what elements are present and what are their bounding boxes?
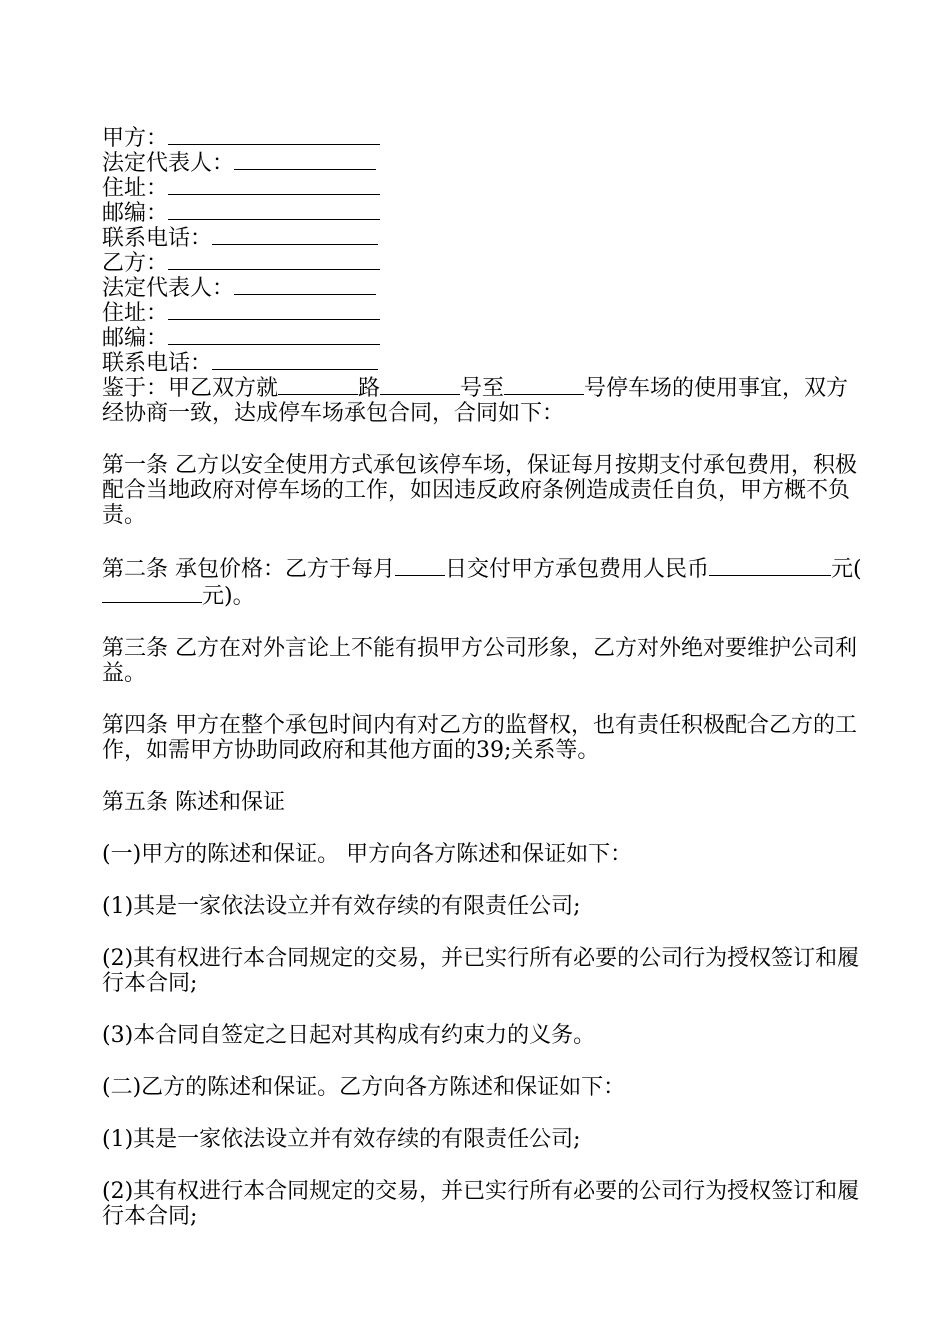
address-a-line xyxy=(102,174,862,199)
payment-day-blank xyxy=(395,555,445,576)
article-1: 第一条 乙方以安全使用方式承包该停车场，保证每月按期支付承包费用，积极配合当地政府对停车场的工作，如因违反政府条例造成责任自负，甲方概不负责。 xyxy=(102,453,857,528)
address-a-blank xyxy=(168,174,380,195)
preamble-text-1: 鉴于：甲乙双方就 xyxy=(102,376,279,401)
article-5-section-2-item-2: (2)其有权进行本合同规定的交易，并已实行所有必要的公司行为授权签订和履行本合同; xyxy=(102,1179,860,1229)
preamble-text-4: 号停车场的使用事宜，双方经协商一致，达成停车场承包合同，合同如下： xyxy=(102,376,849,426)
amount-blank-2 xyxy=(809,555,831,576)
article-5-section-1-item-3: (3)本合同自签定之日起对其构成有约束力的义务。 xyxy=(102,1023,596,1048)
article-2 xyxy=(102,555,862,609)
number-from-blank xyxy=(380,374,460,395)
legal-rep-a-label: 法定代表人： xyxy=(102,151,235,176)
postcode-a-line xyxy=(102,199,862,224)
article-2-text-3: 元( xyxy=(831,557,862,582)
phone-b-line xyxy=(102,349,862,374)
legal-rep-b-line xyxy=(102,274,862,299)
legal-rep-b-blank xyxy=(234,274,376,295)
legal-rep-b-label: 法定代表人： xyxy=(102,276,235,301)
article-4: 第四条 甲方在整个承包时间内有对乙方的监督权，也有责任积极配合乙方的工作，如需甲方协助同政府和其他方面的39;关系等。 xyxy=(102,713,857,763)
party-b-line xyxy=(102,249,862,274)
phone-a-label: 联系电话： xyxy=(102,226,213,251)
address-b-line xyxy=(102,299,862,324)
phone-a-blank xyxy=(212,224,378,245)
preamble-paragraph xyxy=(102,374,862,426)
address-a-label: 住址： xyxy=(102,176,169,201)
article-2-text-4: 元)。 xyxy=(202,584,255,609)
article-5-heading: 第五条 陈述和保证 xyxy=(102,790,285,815)
contract-document xyxy=(102,124,862,1256)
postcode-a-blank xyxy=(168,199,380,220)
article-3: 第三条 乙方在对外言论上不能有损甲方公司形象，乙方对外绝对要维护公司利益。 xyxy=(102,636,857,686)
legal-rep-a-line xyxy=(102,149,862,174)
article-5-section-2: (二)乙方的陈述和保证。乙方向各方陈述和保证如下： xyxy=(102,1075,626,1100)
road-blank xyxy=(278,374,358,395)
phone-b-label: 联系电话： xyxy=(102,351,213,376)
article-5-section-1: (一)甲方的陈述和保证。 甲方向各方陈述和保证如下： xyxy=(102,842,633,867)
party-info-block xyxy=(102,124,862,374)
phone-b-blank xyxy=(212,349,378,370)
postcode-b-blank xyxy=(168,324,380,345)
party-b-label: 乙方： xyxy=(102,251,169,276)
preamble-text-2: 路 xyxy=(358,376,381,401)
article-2-text-2: 日交付甲方承包费用人民币 xyxy=(445,557,710,582)
article-2-text-1: 第二条 承包价格：乙方于每月 xyxy=(102,557,395,582)
amount-blank-1 xyxy=(709,555,809,576)
phone-a-line xyxy=(102,224,862,249)
address-b-label: 住址： xyxy=(102,301,169,326)
postcode-b-line xyxy=(102,324,862,349)
number-to-blank xyxy=(504,374,584,395)
postcode-b-label: 邮编： xyxy=(102,326,169,351)
amount-words-blank xyxy=(102,582,202,603)
postcode-a-label: 邮编： xyxy=(102,201,169,226)
legal-rep-a-blank xyxy=(234,149,376,170)
party-b-blank xyxy=(168,249,380,270)
address-b-blank xyxy=(168,299,380,320)
party-a-line xyxy=(102,124,862,149)
party-a-label: 甲方： xyxy=(102,126,169,151)
article-5-section-1-item-2: (2)其有权进行本合同规定的交易，并已实行所有必要的公司行为授权签订和履行本合同; xyxy=(102,946,860,996)
party-a-blank xyxy=(168,124,380,145)
article-5-section-1-item-1: (1)其是一家依法设立并有效存续的有限责任公司; xyxy=(102,894,581,919)
article-5-section-2-item-1: (1)其是一家依法设立并有效存续的有限责任公司; xyxy=(102,1127,581,1152)
preamble-text-3: 号至 xyxy=(460,376,505,401)
